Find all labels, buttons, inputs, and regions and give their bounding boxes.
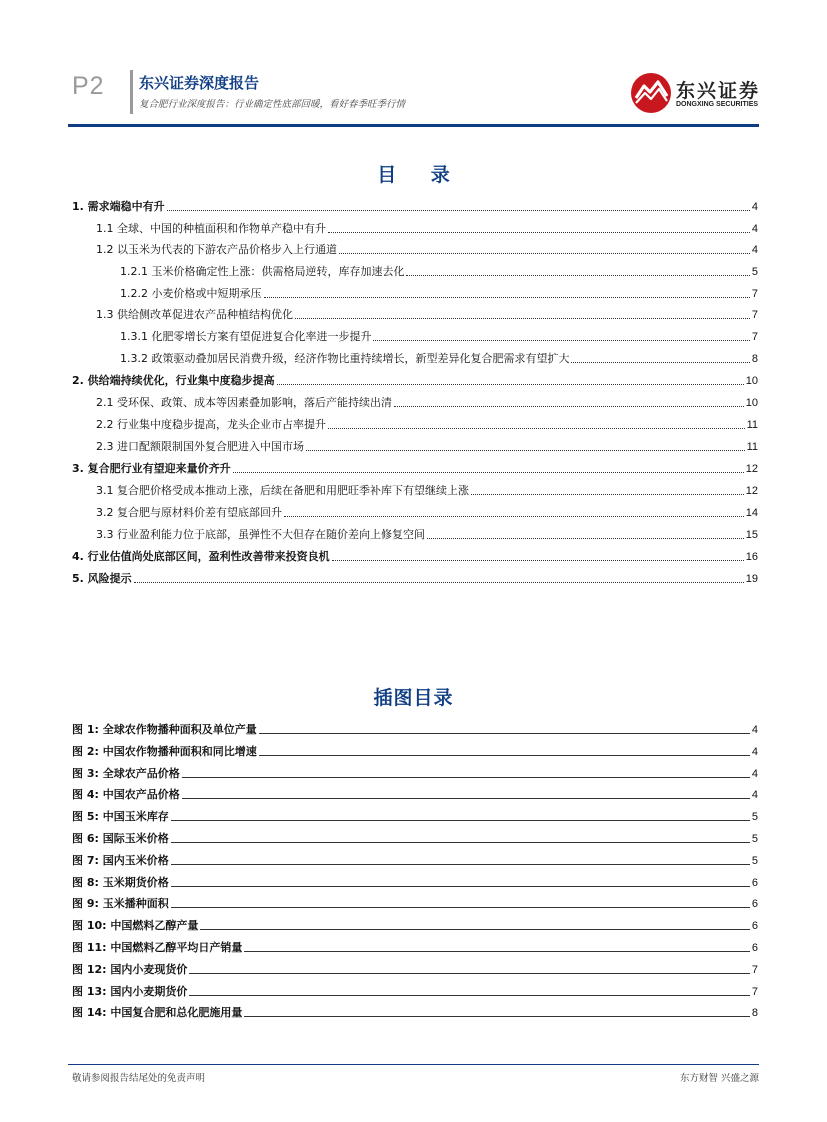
toc-entry-label: 3.1 复合肥价格受成本推动上涨，后续在备肥和用肥旺季补库下有望继续上涨 xyxy=(96,484,469,497)
figure-leader-line xyxy=(200,929,750,930)
figure-entry-label: 图 7: 国内玉米价格 xyxy=(72,853,169,867)
toc-entry[interactable] xyxy=(72,198,758,214)
figure-entry[interactable] xyxy=(72,830,758,846)
toc-entry-page: 7 xyxy=(751,288,758,300)
figure-entry-label: 图 1: 全球农作物播种面积及单位产量 xyxy=(72,723,257,736)
toc-entry-label: 1.2 以玉米为代表的下游农产品价格步入上行通道 xyxy=(96,243,337,256)
figure-leader-line xyxy=(259,733,750,734)
figure-entry-page: 8 xyxy=(751,1007,758,1020)
figure-entry-label: 图 11: 中国燃料乙醇平均日产销量 xyxy=(72,941,243,954)
figure-entry-page: 4 xyxy=(751,789,758,802)
toc-leader-dots xyxy=(406,275,749,276)
company-logo xyxy=(630,70,760,116)
toc-entry[interactable] xyxy=(96,241,758,257)
figure-entry-label: 图 4: 中国农产品价格 xyxy=(72,788,180,802)
toc-entry-label: 1. 需求端稳中有升 xyxy=(72,200,165,213)
figure-leader-line xyxy=(182,777,750,778)
toc-leader-dots xyxy=(373,340,749,341)
toc-entry-page: 7 xyxy=(751,331,758,343)
figure-entry-label: 图 3: 全球农产品价格 xyxy=(72,766,180,780)
toc-entry-page: 19 xyxy=(745,573,758,585)
toc-entry-page: 12 xyxy=(745,485,758,497)
toc-leader-dots xyxy=(295,318,750,319)
toc-entry[interactable] xyxy=(120,328,758,344)
toc-entry-label: 3. 复合肥行业有望迎来量价齐升 xyxy=(72,462,231,475)
toc-entry-page: 7 xyxy=(751,309,758,321)
figure-entry-page: 6 xyxy=(751,920,758,933)
figure-leader-line xyxy=(171,820,750,821)
toc-leader-dots xyxy=(284,516,744,517)
figure-leader-line xyxy=(171,842,750,843)
figure-leader-line xyxy=(244,1016,750,1017)
toc-entry-label: 3.2 复合肥与原材料价差有望底部回升 xyxy=(96,506,282,519)
figure-leader-line xyxy=(171,864,750,865)
toc-entry[interactable] xyxy=(120,263,758,279)
logo-chinese-name: 东兴证券 xyxy=(676,80,761,102)
logo-emblem-icon xyxy=(630,72,672,114)
toc-entry[interactable] xyxy=(96,394,758,410)
toc-leader-dots xyxy=(332,560,744,561)
toc-entry-label: 4. 行业估值尚处底部区间，盈利性改善带来投资良机 xyxy=(72,550,330,563)
toc-leader-dots xyxy=(264,297,750,298)
toc-entry-page: 16 xyxy=(745,551,758,563)
footer-rule xyxy=(68,1064,759,1065)
toc-entry-label: 1.3 供给侧改革促进农产品种植结构优化 xyxy=(96,308,293,321)
toc-entry-label: 1.2.1 玉米价格确定性上涨：供需格局逆转，库存加速去化 xyxy=(120,265,405,278)
toc-entry[interactable] xyxy=(96,306,758,322)
figure-entry-page: 6 xyxy=(751,876,758,889)
toc-entry-label: 1.3.2 政策驱动叠加居民消费升级，经济作物比重持续增长，新型差异化复合肥需求有望扩大 xyxy=(120,352,570,365)
figure-entry-page: 5 xyxy=(751,854,758,867)
toc-entry[interactable] xyxy=(72,372,758,388)
toc-entry-page: 10 xyxy=(745,397,758,409)
figure-leader-line xyxy=(189,995,750,996)
figure-leader-line xyxy=(171,907,750,908)
toc-leader-dots xyxy=(233,472,744,473)
figure-entry-page: 4 xyxy=(751,724,758,736)
figure-entry-label: 图 13: 国内小麦期货价 xyxy=(72,984,188,998)
figure-entry[interactable] xyxy=(72,721,758,737)
figure-entry-page: 7 xyxy=(751,963,758,976)
toc-entry-label: 3.3 行业盈利能力位于底部，虽弹性不大但存在随价差向上修复空间 xyxy=(96,528,425,541)
footer-disclaimer: 敬请参阅报告结尾处的免责声明 xyxy=(72,1073,206,1084)
figure-leader-line xyxy=(244,951,750,952)
toc-entry-page: 4 xyxy=(751,244,758,256)
toc-leader-dots xyxy=(394,406,744,407)
figure-entry[interactable] xyxy=(72,874,758,890)
figure-entry-page: 4 xyxy=(751,767,758,780)
toc-entry[interactable] xyxy=(72,548,758,564)
figure-entry-label: 图 5: 中国玉米库存 xyxy=(72,810,169,824)
report-brand-title: 东兴证券深度报告 xyxy=(139,74,260,92)
toc-leader-dots xyxy=(277,384,744,385)
toc-entry[interactable] xyxy=(120,285,758,301)
toc-leader-dots xyxy=(134,582,744,583)
figure-entry-label: 图 2: 中国农作物播种面积和同比增速 xyxy=(72,744,257,758)
figure-entry[interactable] xyxy=(72,808,758,824)
figure-entry[interactable] xyxy=(72,895,758,911)
figure-entry[interactable] xyxy=(72,852,758,868)
figure-entry-label: 图 8: 玉米期货价格 xyxy=(72,875,169,889)
figure-entry-page: 6 xyxy=(751,942,758,954)
logo-english-name: DONGXING SECURITIES xyxy=(676,101,759,108)
toc-entry-page: 14 xyxy=(745,507,758,519)
figure-entry-page: 7 xyxy=(751,985,758,998)
toc-entry-page: 11 xyxy=(746,441,758,453)
figure-entry-label: 图 10: 中国燃料乙醇产量 xyxy=(72,919,199,933)
figure-list-title: 插图目录 xyxy=(373,687,454,709)
figure-leader-line xyxy=(182,798,750,799)
figure-entry-label: 图 9: 玉米播种面积 xyxy=(72,897,169,911)
toc-entry-label: 1.2.2 小麦价格或中短期承压 xyxy=(120,287,262,300)
figure-leader-line xyxy=(259,755,750,756)
toc-entry-page: 11 xyxy=(746,419,758,431)
figure-entry[interactable] xyxy=(72,939,758,955)
figure-leader-line xyxy=(171,886,750,887)
toc-entry-page: 12 xyxy=(745,463,758,475)
toc-entry[interactable] xyxy=(96,504,758,520)
toc-leader-dots xyxy=(328,232,750,233)
header-rule xyxy=(68,124,759,127)
toc-entry[interactable] xyxy=(72,570,758,586)
toc-leader-dots xyxy=(306,450,745,451)
figure-entry-page: 5 xyxy=(751,811,758,824)
figure-entry[interactable] xyxy=(72,765,758,781)
toc-entry-page: 10 xyxy=(745,375,758,387)
toc-leader-dots xyxy=(339,253,750,254)
toc-leader-dots xyxy=(427,538,744,539)
toc-entry-page: 5 xyxy=(751,266,758,278)
toc-entry-label: 1.1 全球、中国的种植面积和作物单产稳中有升 xyxy=(96,222,326,235)
toc-entry-page: 4 xyxy=(751,201,758,213)
header-divider xyxy=(130,70,133,114)
page-label: P2 xyxy=(72,72,105,100)
toc-leader-dots xyxy=(167,210,750,211)
figure-leader-line xyxy=(189,973,750,974)
figure-entry[interactable] xyxy=(72,961,758,977)
toc-entry-label: 2.3 进口配额限制国外复合肥进入中国市场 xyxy=(96,440,304,453)
figure-entry-label: 图 6: 国际玉米价格 xyxy=(72,832,169,845)
toc-entry[interactable] xyxy=(120,350,758,366)
figure-entry[interactable] xyxy=(72,983,758,999)
toc-leader-dots xyxy=(571,362,749,363)
toc-entry-label: 2.1 受环保、政策、成本等因素叠加影响，落后产能持续出清 xyxy=(96,396,392,409)
toc-entry-label: 2. 供给端持续优化，行业集中度稳步提高 xyxy=(72,374,275,387)
toc-leader-dots xyxy=(471,494,744,495)
toc-entry-label: 1.3.1 化肥零增长方案有望促进复合化率进一步提升 xyxy=(120,330,372,343)
toc-entry-page: 8 xyxy=(751,353,758,365)
figure-entry-label: 图 12: 国内小麦现货价 xyxy=(72,962,188,976)
toc-entry[interactable] xyxy=(96,526,758,542)
figure-entry-page: 4 xyxy=(751,745,758,758)
toc-entry[interactable] xyxy=(96,220,758,236)
footer-slogan: 东方财智 兴盛之源 xyxy=(679,1073,759,1084)
toc-entry[interactable] xyxy=(96,438,758,454)
toc-title: 目 录 xyxy=(377,164,464,186)
toc-entry-page: 4 xyxy=(751,223,758,235)
figure-entry-page: 5 xyxy=(751,833,758,845)
figure-entry[interactable] xyxy=(72,917,758,933)
figure-entry[interactable] xyxy=(72,1004,758,1020)
toc-entry-page: 15 xyxy=(745,529,758,541)
toc-entry-label: 5. 风险提示 xyxy=(72,572,132,585)
toc-entry[interactable] xyxy=(72,460,758,476)
toc-leader-dots xyxy=(328,428,745,429)
toc-entry[interactable] xyxy=(96,482,758,498)
figure-entry-page: 6 xyxy=(751,898,758,911)
figure-entry-label: 图 14: 中国复合肥和总化肥施用量 xyxy=(72,1006,243,1020)
figure-entry[interactable] xyxy=(72,786,758,802)
figure-entry[interactable] xyxy=(72,743,758,759)
toc-entry-label: 2.2 行业集中度稳步提高，龙头企业市占率提升 xyxy=(96,418,326,431)
report-subtitle: 复合肥行业深度报告：行业确定性底部回暖，看好春季旺季行情 xyxy=(139,99,406,110)
toc-entry[interactable] xyxy=(96,416,758,432)
